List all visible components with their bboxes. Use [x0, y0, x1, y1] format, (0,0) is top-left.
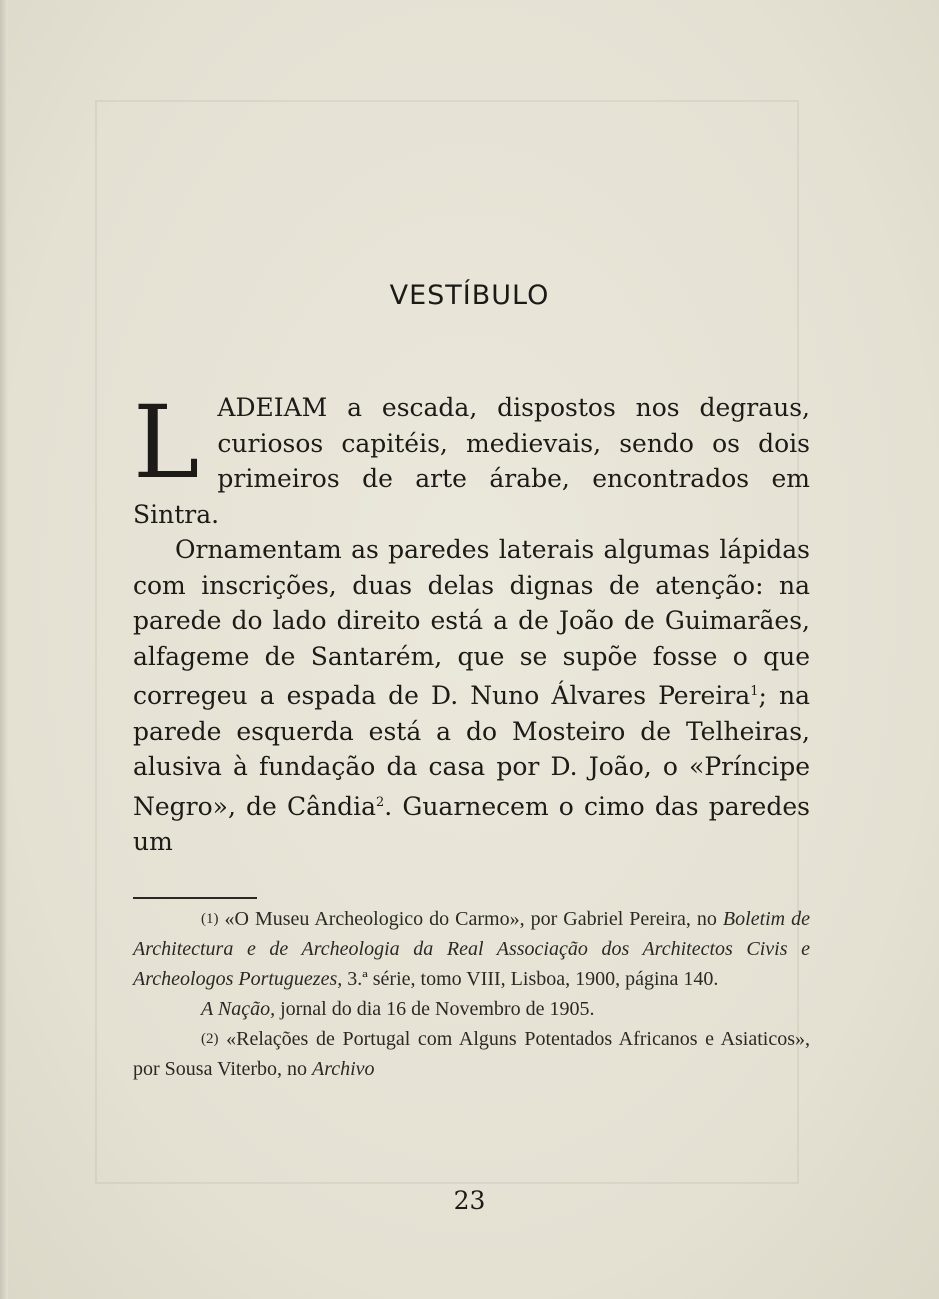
footnote-rule [133, 897, 257, 899]
drop-cap: L [133, 384, 200, 501]
footnote-2-text-a: «Relações de Portugal com Alguns Potentados Africanos e Asiaticos», por Sousa Viterbo, no [133, 1028, 811, 1080]
footnote-ref-2: 2 [376, 794, 385, 810]
paragraph-2-text-c: . Guarnecem o cimo das paredes um [133, 791, 810, 856]
paragraph-1 [133, 384, 810, 532]
footnote-1-text-a: «O Museu Archeologico do Carmo», por Gabriel Pereira, no [224, 908, 717, 930]
footnotes [133, 904, 810, 1084]
footnote-1-title: Boletim de Architectura e de Archeologia da Real Associação dos Architectos Civis e Archeologos Portuguezes, [133, 908, 811, 990]
paragraph-1-text: ADEIAM a escada, dispostos nos degraus, curiosos capitéis, medievais, sendo os dois primeiros de arte árabe, encontrados em Sintra. [133, 393, 810, 529]
footnote-2-marker: (2) [201, 1031, 219, 1047]
footnote-1-text-b: 3.ª série, tomo VIII, Lisboa, 1900, página 140. [347, 968, 719, 990]
paragraph-2-text-a: Ornamentam as paredes laterais algumas lápidas com inscrições, duas delas dignas de atenção: na parede do lado direito está a de João de Guimarães, alfageme de Santarém, que se supõe fosse o que corregeu a espada de D. Nuno Álvares Pereira [133, 535, 810, 710]
footnote-1-marker: (1) [201, 911, 219, 927]
footnote-1-text-c: jornal do dia 16 de Novembro de 1905. [280, 998, 595, 1020]
page-number: 23 [453, 1186, 486, 1215]
section-heading: VESTÍBULO [389, 280, 550, 311]
paragraph-2-text-b: ; na parede esquerda está a do Mosteiro de Telheiras, alusiva à fundação da casa por D. João, o «Príncipe Negro», de Cândia [133, 681, 810, 821]
footnote-2 [133, 1024, 810, 1084]
footnote-1 [133, 904, 810, 994]
footnote-1-continuation [133, 994, 810, 1024]
footnote-1-newspaper: A Nação, [201, 998, 276, 1020]
footnote-ref-1: 1 [750, 684, 759, 699]
footnote-2-title: Archivo [311, 1058, 375, 1080]
paragraph-2 [133, 532, 810, 860]
page-gutter [0, 0, 8, 1299]
